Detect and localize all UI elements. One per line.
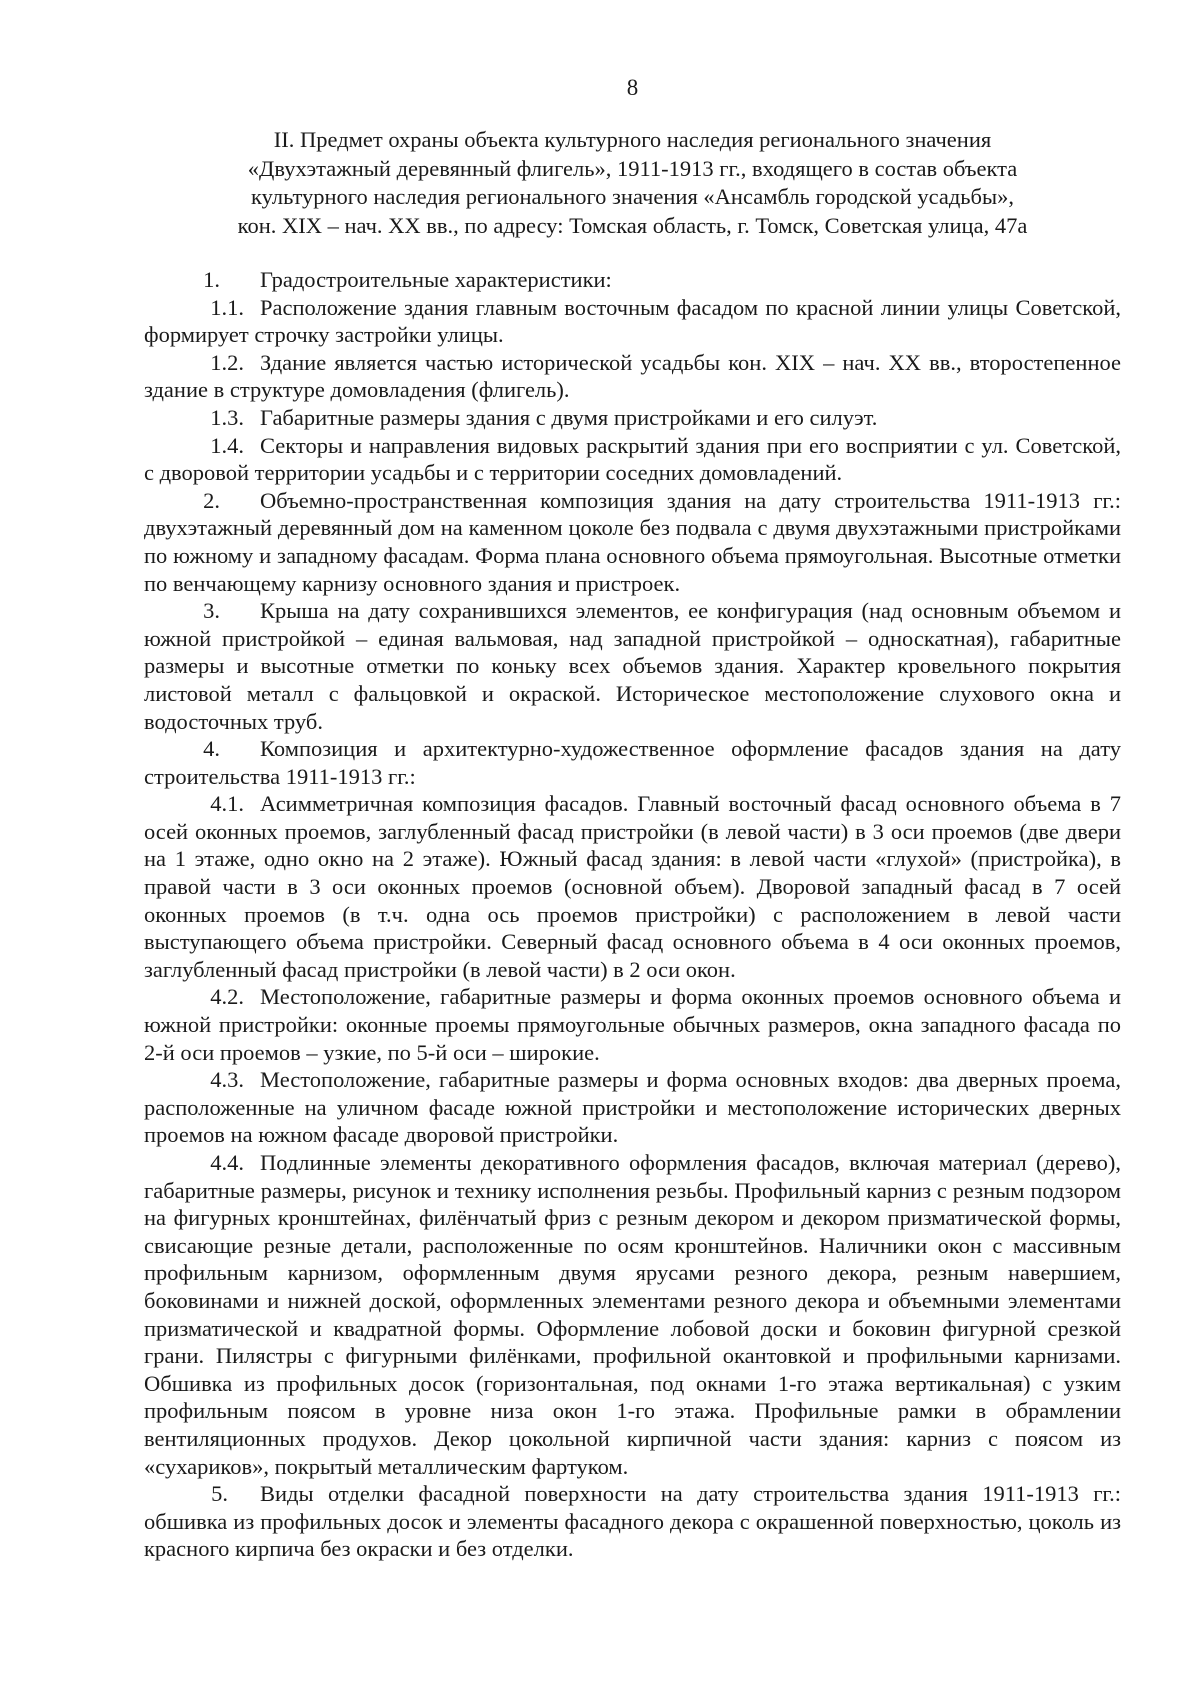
paragraph-text: Здание является частью исторической усадьбы кон. XIX – нач. XX вв., второстепенное здание в структуре домовладения (флигель). xyxy=(144,349,1121,403)
page-number: 8 xyxy=(626,75,639,100)
document-body xyxy=(144,266,1121,1563)
paragraph-number: 3. xyxy=(203,598,220,624)
paragraph-number: 4.1. xyxy=(210,791,244,817)
paragraph-number: 4.4. xyxy=(210,1150,244,1175)
paragraph-number: 4.2. xyxy=(210,984,244,1010)
paragraph-2 xyxy=(144,487,1121,597)
paragraph-1 xyxy=(144,266,1121,294)
paragraph-number: 1. xyxy=(203,267,220,292)
paragraph-number: 1.1. xyxy=(210,294,244,320)
paragraph-text: Габаритные размеры здания с двумя пристройками и его силуэт. xyxy=(260,404,878,430)
paragraph-text: Расположение здания главным восточным фасадом по красной линии улицы Советской, формирует строчку застройки улицы. xyxy=(144,294,1121,348)
heading-line: кон. XIX – нач. XX вв., по адресу: Томская область, г. Томск, Советская улица, 47а xyxy=(237,212,1028,238)
heading-line: II. Предмет охраны объекта культурного наследия регионального значения xyxy=(273,127,992,152)
paragraph-1-4 xyxy=(144,432,1121,487)
paragraph-text: Объемно-пространственная композиция здания на дату строительства 1911-1913 гг.: двухэтажный деревянный дом на каменном цоколе без подвала с двумя двухэтажными пристройками по южному и западному фасадам. Форма плана основного объема прямоугольная. Высотные отметки по венчающему карнизу основного здания и пристроек. xyxy=(144,487,1121,596)
paragraph-1-2 xyxy=(144,349,1121,404)
heading-line: культурного наследия регионального значения «Ансамбль городской усадьбы», xyxy=(250,184,1015,209)
paragraph-number: 1.2. xyxy=(210,349,244,375)
paragraph-4-3 xyxy=(144,1066,1121,1149)
paragraph-text: Градостроительные характеристики: xyxy=(260,267,612,292)
paragraph-number: 2. xyxy=(203,487,220,513)
paragraph-5 xyxy=(144,1480,1121,1563)
paragraph-text: Секторы и направления видовых раскрытий здания при его восприятии с ул. Советской, с дворовой территории усадьбы и с территории соседних домовладений. xyxy=(144,432,1121,486)
paragraph-4-2 xyxy=(144,983,1121,1066)
paragraph-1-3 xyxy=(144,404,1121,432)
paragraph-number: 4.3. xyxy=(210,1067,244,1093)
paragraph-3 xyxy=(144,597,1121,735)
paragraph-text: Композиция и архитектурно-художественное оформление фасадов здания на дату строительства 1911-1913 гг.: xyxy=(144,736,1121,789)
paragraph-text: Подлинные элементы декоративного оформления фасадов, включая материал (дерево), габаритные размеры, рисунок и технику исполнения резьбы. Профильный карниз с резным подзором на фигурных кронштейнах, филёнчатый фриз с резным декором и декором призматической формы, свисающие резные детали, расположенные по осям кронштейнов. Наличники окон с массивным профильным карнизом, оформленным двумя ярусами резного декора, резным навершием, боковинами и нижней доской, оформленных элементами резного декора и объемными элементами призматической и квадратной формы. Оформление лобовой доски и боковин фигурной срезкой грани. Пилястры с фигурными филёнками, профильной окантовкой и профильными карнизами. Обшивка из профильных досок (горизонтальная, под окнами 1-го этажа вертикальная) с узким профильным поясом в уровне низа окон 1-го этажа. Профильные рамки в обрамлении вентиляционных продухов. Декор цокольной кирпичной части здания: карниз с поясом из «сухариков», покрытый металлическим фартуком. xyxy=(144,1150,1121,1479)
paragraph-number: 1.3. xyxy=(210,404,244,430)
heading-line: «Двухэтажный деревянный флигель», 1911-1913 гг., входящего в состав объекта xyxy=(247,155,1018,181)
paragraph-text: Местоположение, габаритные размеры и форма основных входов: два дверных проема, расположенные на уличном фасаде южной пристройки и местоположение исторических дверных проемов на южном фасаде дворовой пристройки. xyxy=(144,1067,1121,1148)
paragraph-4-4 xyxy=(144,1149,1121,1480)
paragraph-text: Местоположение, габаритные размеры и форма оконных проемов основного объема и южной пристройки: оконные проемы прямоугольные обычных размеров, окна западного фасада по 2-й оси проемов – узкие, по 5-й оси – широкие. xyxy=(144,984,1121,1065)
paragraph-text: Асимметричная композиция фасадов. Главный восточный фасад основного объема в 7 осей оконных проемов, заглубленный фасад пристройки (в левой части) в 3 оси проемов (две двери на 1 этаже, одно окно на 2 этаже). Южный фасад здания: в левой части «глухой» (пристройка), в правой части в 3 оси оконных проемов (основной объем). Дворовой западный фасад в 7 осей оконных проемов (в т.ч. одна ось проемов пристройки) с расположением в левой части выступающего объема пристройки. Северный фасад основного объема в 4 оси оконных проемов, заглубленный фасад пристройки (в левой части) в 2 оси окон. xyxy=(144,791,1121,982)
paragraph-4 xyxy=(144,735,1121,790)
paragraph-text: Крыша на дату сохранившихся элементов, ее конфигурация (над основным объемом и южной пристройкой – единая вальмовая, над западной пристройкой – односкатная), габаритные размеры и высотные отметки по коньку всех объемов здания. Характер кровельного покрытия листовой металл с фальцовкой и окраской. Историческое местоположение слухового окна и водосточных труб. xyxy=(144,598,1121,734)
paragraph-number: 5. xyxy=(211,1481,228,1507)
paragraph-number: 1.4. xyxy=(210,432,244,458)
paragraph-text: Виды отделки фасадной поверхности на дату строительства здания 1911-1913 гг.: обшивка из профильных досок и элементы фасадного декора с окрашенной поверхностью, цоколь из красного кирпича без окраски и без отделки. xyxy=(144,1481,1121,1562)
paragraph-number: 4. xyxy=(203,736,220,762)
section-heading xyxy=(144,126,1121,240)
paragraph-4-1 xyxy=(144,790,1121,983)
paragraph-1-1 xyxy=(144,294,1121,349)
